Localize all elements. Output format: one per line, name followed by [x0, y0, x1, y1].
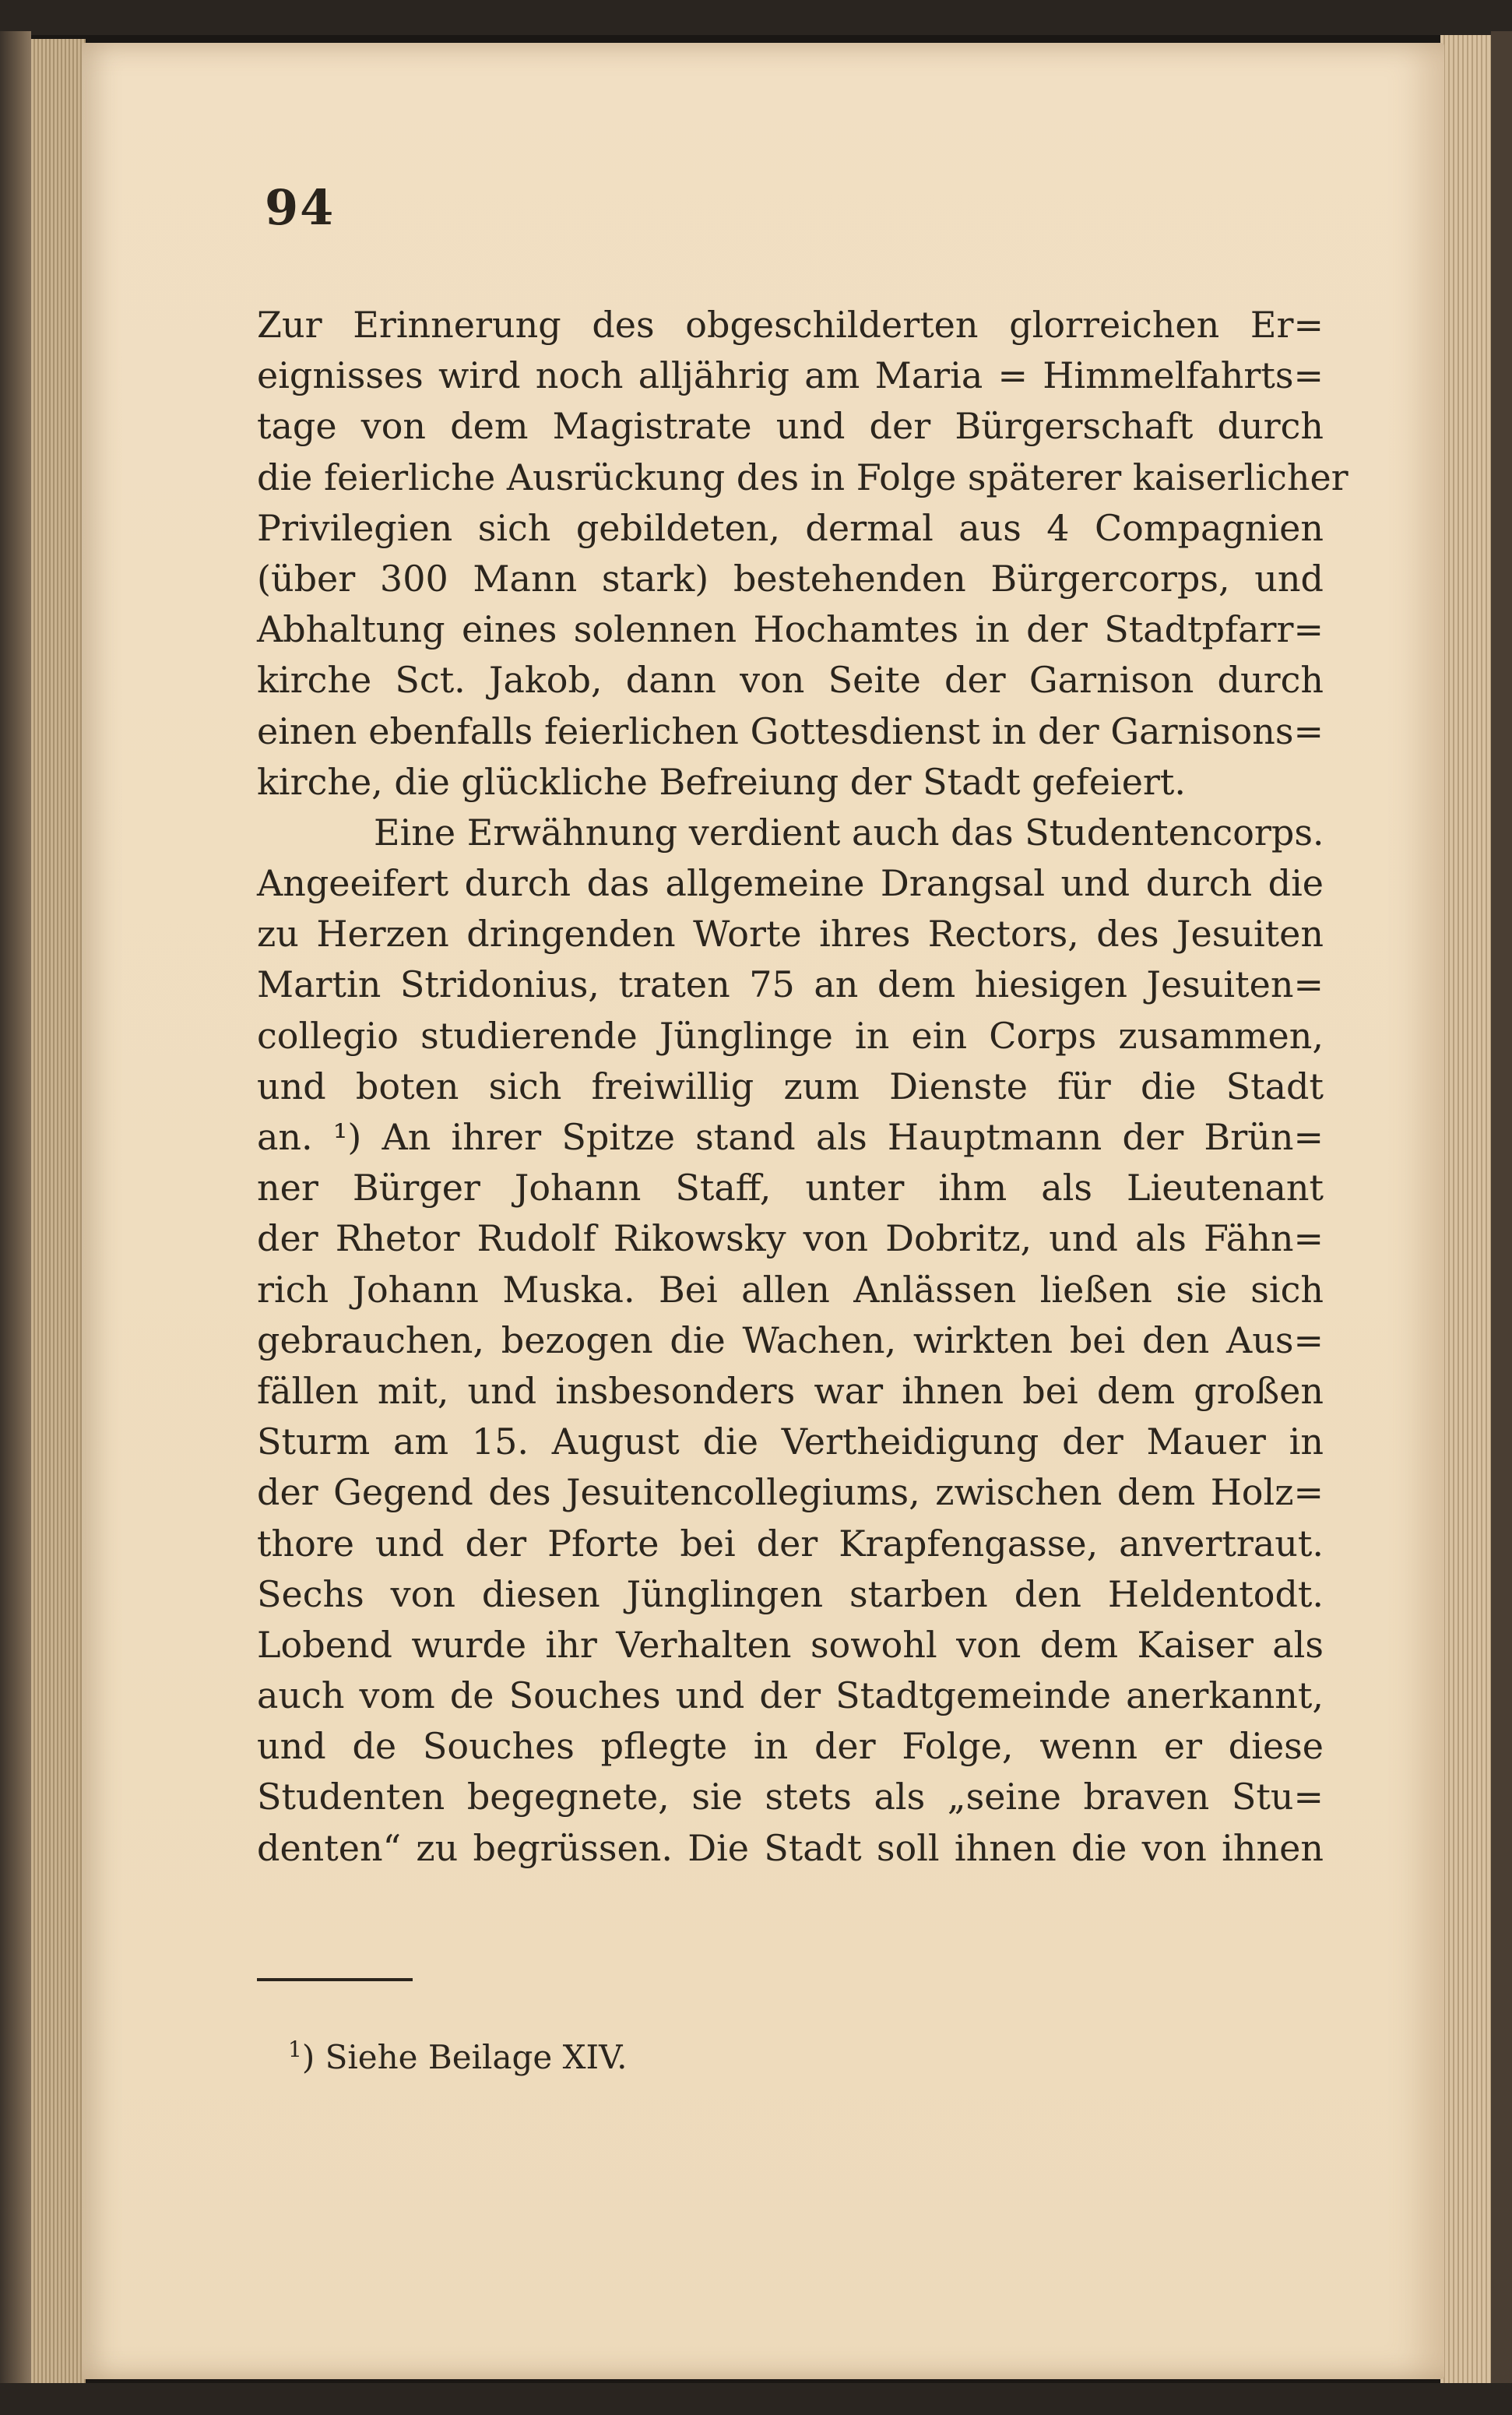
text-line-6: (über 300 Mann stark) bestehenden Bürgercorps, und — [257, 557, 1324, 600]
text-line-2: eignisses wird noch alljährig am Maria = Himmelfahrts= — [257, 354, 1324, 397]
text-line-31: denten“ zu begrüssen. Die Stadt soll ihnen die von ihnen — [257, 1826, 1324, 1869]
text-line-28: auch vom de Souches und der Stadtgemeinde anerkannt, — [257, 1674, 1324, 1717]
text-line-18: ner Bürger Johann Staff, unter ihm als Lieutenant — [257, 1167, 1324, 1209]
text-line-1: Zur Erinnerung des obgeschilderten glorreichen Er= — [257, 304, 1324, 346]
footnote — [288, 2037, 627, 2076]
text-line-26: Sechs von diesen Jünglingen starben den Heldentodt. — [257, 1572, 1324, 1615]
text-line-22: fällen mit, und insbesonders war ihnen bei dem großen — [257, 1369, 1324, 1412]
text-line-21: gebrauchen, bezogen die Wachen, wirkten bei den Aus= — [257, 1318, 1324, 1361]
scan-background-top — [0, 0, 1512, 35]
text-line-30: Studenten begegnete, sie stets als „seine braven Stu= — [257, 1776, 1324, 1818]
text-line-16: und boten sich freiwillig zum Dienste für die Stadt — [257, 1065, 1324, 1107]
text-line-14: Martin Stridonius, traten 75 an dem hiesigen Jesuiten= — [257, 963, 1324, 1006]
text-line-19: der Rhetor Rudolf Rikowsky von Dobritz, und als Fähn= — [257, 1217, 1324, 1260]
text-line-7: Abhaltung eines solennen Hochamtes in der Stadtpfarr= — [257, 608, 1324, 651]
text-line-23: Sturm am 15. August die Vertheidigung der Mauer in — [257, 1420, 1324, 1463]
text-line-8: kirche Sct. Jakob, dann von Seite der Garnison durch — [257, 659, 1324, 702]
text-line-25: thore und der Pforte bei der Krapfengasse, anvertraut. — [257, 1522, 1324, 1565]
body-text — [257, 300, 1348, 1874]
text-line-3: tage von dem Magistrate und der Bürgerschaft durch — [257, 405, 1324, 448]
book-cover-right — [1491, 31, 1512, 2391]
footnote-marker: 1 — [288, 2037, 302, 2062]
text-line-13: zu Herzen dringenden Worte ihres Rectors, des Jesuiten — [257, 913, 1324, 956]
scan-background-bottom — [0, 2383, 1512, 2415]
page-edges-left — [31, 39, 86, 2383]
text-line-27: Lobend wurde ihr Verhalten sowohl von dem Kaiser als — [257, 1623, 1324, 1666]
text-line-4: die feierliche Ausrückung des in Folge späterer kaiserlicher — [257, 456, 1348, 498]
text-line-24: der Gegend des Jesuitencollegiums, zwischen dem Holz= — [257, 1471, 1324, 1514]
page-number: 94 — [265, 179, 336, 236]
page-edges-right — [1440, 35, 1495, 2387]
text-line-10: kirche, die glückliche Befreiung der Stadt gefeiert. — [257, 760, 1187, 803]
footnote-text: ) Siehe Beilage XIV. — [301, 2038, 628, 2076]
text-line-20: rich Johann Muska. Bei allen Anlässen ließen sie sich — [257, 1268, 1324, 1311]
footnote-rule — [257, 1978, 413, 1981]
text-line-9: einen ebenfalls feierlichen Gottesdienst in der Garnisons= — [257, 709, 1324, 752]
text-line-17: an. ¹) An ihrer Spitze stand als Hauptmann der Brün= — [257, 1116, 1324, 1158]
book-cover-left — [0, 31, 31, 2383]
text-line-5: Privilegien sich gebildeten, dermal aus 4 Compagnien — [257, 506, 1324, 549]
text-line-12: Angeeifert durch das allgemeine Drangsal und durch die — [257, 862, 1324, 905]
text-line-15: collegio studierende Jünglinge in ein Corps zusammen, — [257, 1014, 1324, 1057]
text-line-11: Eine Erwähnung verdient auch das Studentencorps. — [374, 811, 1324, 854]
text-line-29: und de Souches pflegte in der Folge, wenn er diese — [257, 1725, 1324, 1768]
